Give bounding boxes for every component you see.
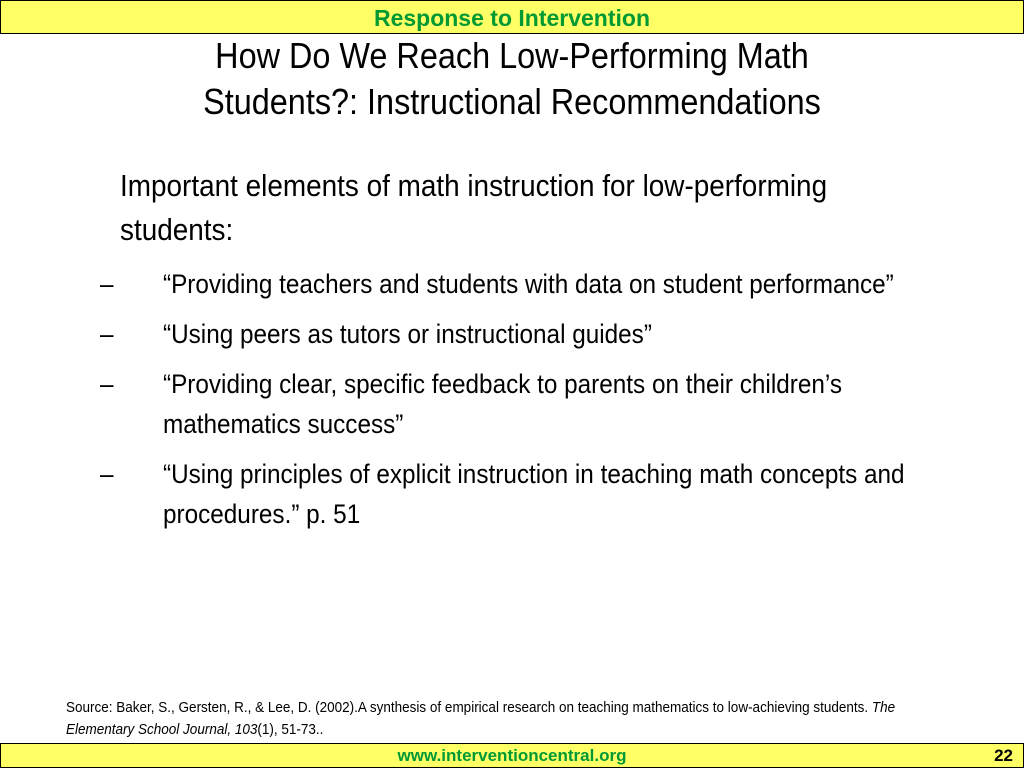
bullet-text: “Providing teachers and students with data on student performance” <box>163 269 894 299</box>
bullet-item <box>100 314 928 354</box>
source-citation <box>66 697 912 741</box>
bullet-marker: – <box>100 269 114 299</box>
bullet-marker: – <box>100 319 114 349</box>
bullet-marker: – <box>100 459 114 489</box>
header-banner-text: Response to Intervention <box>373 5 651 31</box>
bullet-item <box>100 454 928 534</box>
bullet-marker: – <box>100 369 114 399</box>
footer-banner <box>0 743 1024 768</box>
slide-intro: Important elements of math instruction for low-performing students: <box>120 168 828 247</box>
source-citation-journal: The Elementary School Journal, 103 <box>66 699 896 738</box>
slide-title-line2: Students?: Instructional Recommendations <box>203 81 821 122</box>
source-citation-suffix: (1), 51-73.. <box>257 721 324 738</box>
header-banner <box>0 0 1024 34</box>
source-citation-prefix: Source: Baker, S., Gersten, R., & Lee, D. (2002).A synthesis of empirical research on teaching mathematics to low-achieving students. <box>66 699 872 716</box>
footer-url-link[interactable]: www.interventioncentral.org <box>397 746 627 765</box>
page-number: 22 <box>994 746 1013 765</box>
bullet-item <box>100 264 928 304</box>
bullet-text: “Using principles of explicit instruction in teaching math concepts and procedures.” p. 51 <box>163 459 905 529</box>
bullet-text: “Using peers as tutors or instructional guides” <box>163 319 652 349</box>
bullet-item <box>100 364 928 444</box>
slide-title-line1: How Do We Reach Low-Performing Math <box>215 35 809 76</box>
bullet-text: “Providing clear, specific feedback to parents on their children’s mathematics success” <box>163 369 842 439</box>
bullet-list <box>100 264 928 544</box>
slide-title <box>105 33 919 125</box>
